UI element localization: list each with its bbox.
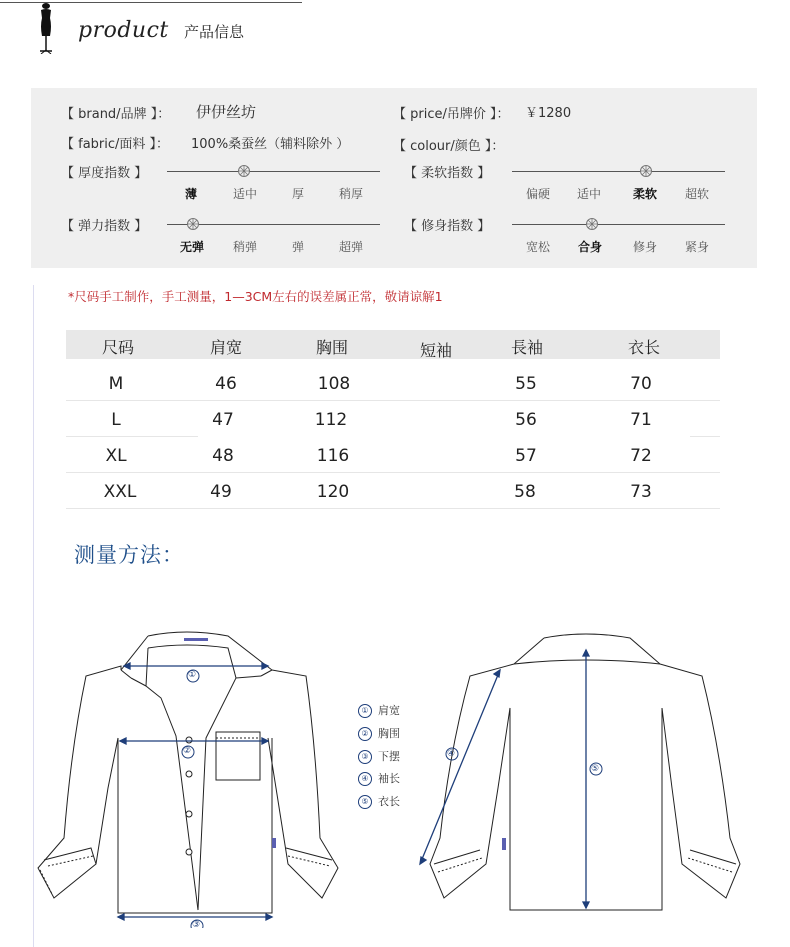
legend-item: ③ 下摆 (358, 748, 400, 764)
table-cell: XL (105, 446, 127, 466)
elasticity-option: 稍弹 (233, 240, 258, 254)
thickness-option: 薄 (185, 187, 198, 201)
table-row-line (66, 472, 720, 473)
thickness-option: 稍厚 (339, 187, 364, 201)
legend-item: ② 胸围 (358, 725, 400, 741)
mannequin-icon (32, 2, 60, 54)
softness-marker-icon (639, 164, 653, 178)
table-row-line (66, 400, 720, 401)
elasticity-option: 超弹 (339, 240, 364, 254)
table-cell: 49 (210, 482, 232, 502)
fabric-label: 【 fabric/面料 】： (61, 137, 170, 152)
table-cell: 72 (630, 446, 652, 466)
table-cell: 120 (316, 482, 350, 502)
elasticity-marker-icon (186, 217, 200, 231)
table-header-length: 衣长 (627, 338, 660, 357)
left-border-line (33, 285, 34, 947)
table-header-shoulder: 肩宽 (209, 338, 242, 357)
table-cell: M (108, 374, 124, 394)
table-cell: 70 (630, 374, 652, 394)
measure-method-title: 测量方法： (74, 543, 184, 567)
softness-option: 柔软 (633, 187, 658, 201)
softness-scale-line (512, 171, 725, 172)
softness-option: 超软 (685, 187, 710, 201)
elasticity-option: 弹 (292, 240, 305, 254)
front-mark-chest: ② (183, 746, 192, 756)
size-note: *尺码手工制作，手工测量，1—3CM左右的误差属正常，敬请谅解1 (68, 289, 443, 304)
table-header-size: 尺码 (101, 338, 134, 357)
table-cell: 58 (514, 482, 536, 502)
thickness-option: 厚 (292, 187, 305, 201)
colour-label: 【 colour/颜色 】： (393, 139, 505, 154)
table-cell: 47 (212, 410, 234, 430)
front-mark-hem: ③ (192, 920, 201, 930)
table-cell: L (111, 410, 121, 430)
softness-option: 偏硬 (526, 187, 551, 201)
thickness-option: 适中 (233, 187, 258, 201)
table-cell: 57 (515, 446, 537, 466)
brand-value: 伊伊丝坊 (196, 103, 257, 121)
price-value: ￥1280 (525, 106, 572, 121)
fit-option: 合身 (578, 240, 603, 254)
table-header-long-sleeve: 長袖 (510, 338, 543, 357)
fit-label: 【 修身指数 】 (404, 219, 491, 234)
table-row-line (690, 436, 720, 437)
price-label: 【 price/吊牌价 】： (393, 107, 510, 122)
thickness-label: 【 厚度指数 】 (61, 166, 148, 181)
fit-option: 紧身 (685, 240, 710, 254)
fit-marker-icon (585, 217, 599, 231)
fit-option: 修身 (633, 240, 658, 254)
product-info-title: 产品信息 (184, 23, 245, 41)
table-cell: 56 (515, 410, 537, 430)
table-cell: XXL (103, 482, 137, 502)
legend-item: ④ 袖长 (358, 770, 400, 786)
brand-label: 【 brand/品牌 】： (61, 107, 171, 122)
table-cell: 73 (630, 482, 652, 502)
legend-item: ⑤ 衣长 (358, 793, 400, 809)
back-mark-sleeve: ④ (447, 749, 456, 759)
table-cell: 55 (515, 374, 537, 394)
shirt-back-diagram (410, 628, 760, 928)
thickness-scale-line (167, 171, 380, 172)
elasticity-option: 无弹 (180, 240, 205, 254)
table-cell: 112 (314, 410, 348, 430)
back-mark-length: ⑤ (591, 764, 600, 774)
table-header-chest: 胸围 (315, 338, 348, 357)
legend-item: ① 肩宽 (358, 702, 400, 718)
table-cell: 116 (316, 446, 350, 466)
softness-option: 适中 (577, 187, 602, 201)
fit-option: 宽松 (526, 240, 551, 254)
table-cell: 108 (317, 374, 351, 394)
product-script-title: product (78, 18, 169, 43)
softness-label: 【 柔软指数 】 (404, 166, 491, 181)
table-header-short-sleeve: 短袖 (419, 341, 452, 360)
fabric-value: 100%桑蚕丝（辅料除外 ） (191, 137, 350, 152)
fit-scale-line (512, 224, 725, 225)
table-cell: 46 (215, 374, 237, 394)
elasticity-label: 【 弹力指数 】 (61, 219, 148, 234)
thickness-marker-icon (237, 164, 251, 178)
table-row-line (66, 508, 720, 509)
table-row-line (66, 436, 198, 437)
table-cell: 71 (630, 410, 652, 430)
front-mark-shoulder: ① (188, 670, 197, 680)
table-cell: 48 (212, 446, 234, 466)
